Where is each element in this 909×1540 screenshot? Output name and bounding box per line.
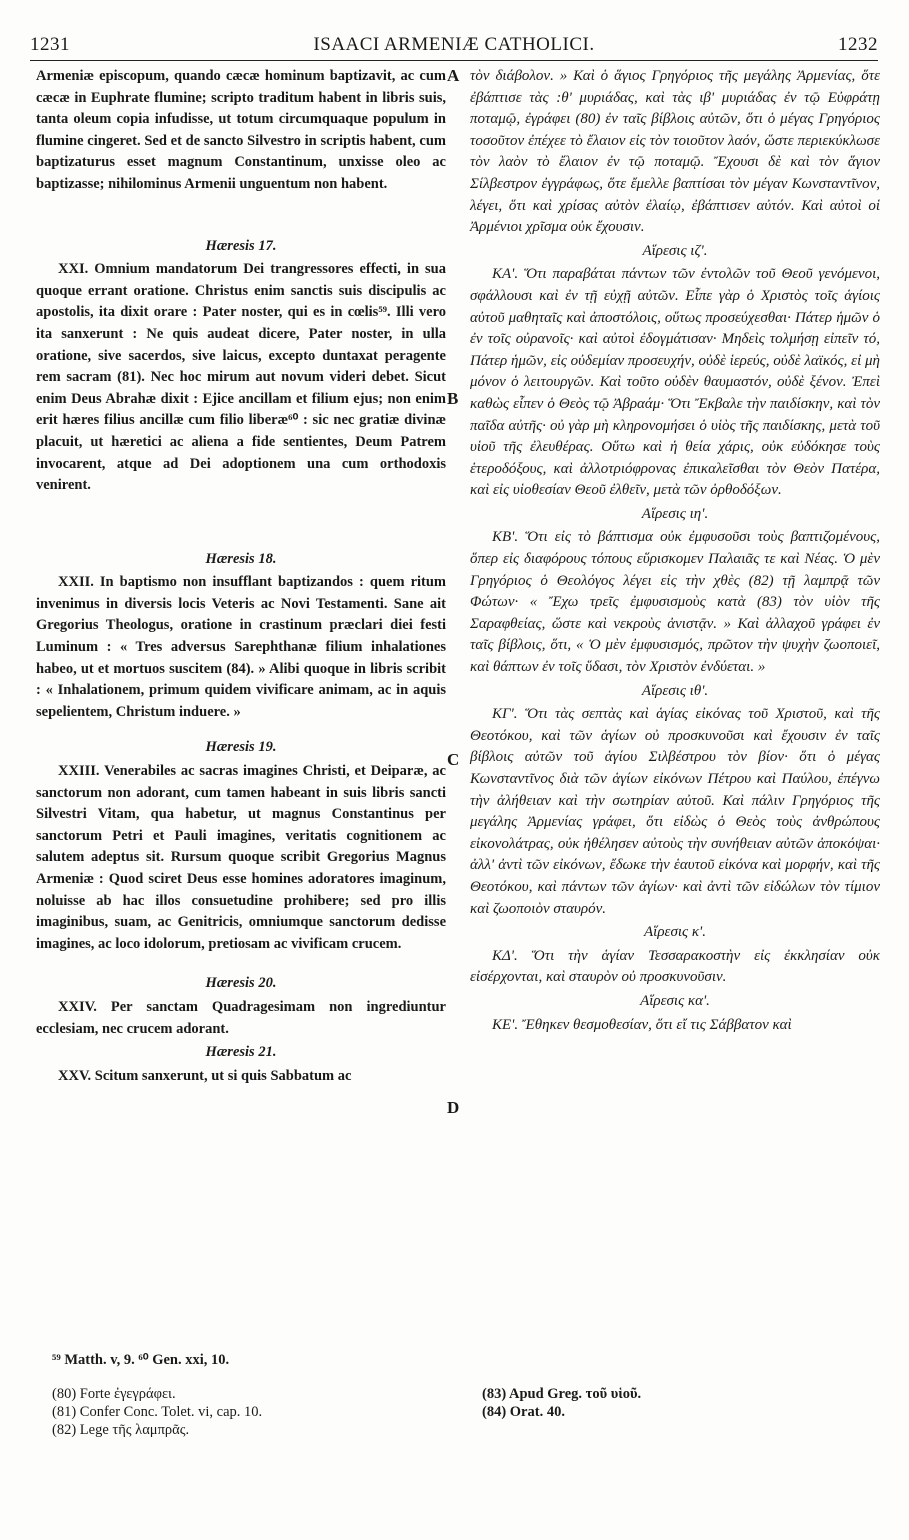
greek-paragraph: τὸν διάβολον. » Καὶ ὁ ἅγιος Γρηγόριος τῆς μεγάλης Ἀρμενίας, ὅτε ἐβάπτισε τὰς :θ' μυριάδας, καὶ τὰς ιβ' μυριάδας ἐν τῷ Εὐφράτῃ ποταμῷ, ἐγράφει (80) ἐν ταῖς βίβλοις αὐτῶν, ὅτι ὁ μέγας Γρηγόριος τοσοῦτον ἐπέχεε τὸ ἔλαιον εἰς τὸν τοιοῦτον λαόν, ὥστε περιεκύκλωσε τὸν λαὸν τὸ ἔλαιον ἐν τῷ ποταμῷ. Ἔχουσι δὲ καὶ τὸν ἅγιον Σίλβεστρον ἐγγράφως, ὅτε ἔμελλε βαπτίσαι τὸν μέγαν Κωνσταντῖνον, λέγει, ὅτι καὶ χρίσας αὐτὸν ἐλαίῳ, ἐβάπτισεν αὐτόν. Καὶ αὐτοὶ οἱ Ἀρμένιοι χρῖσμα οὐκ ἔχουσιν. <box>470 68 880 236</box>
latin-paragraph: XXI. Omnium mandatorum Dei trangressores effecti, in sua quoque errant oratione. Christus enim sanctis suis discipulis ac apostolis, ita dixit orare : Pater noster, qui es in cœlis⁵⁹. Illi vero ita sanxerunt : Ne quis audeat dicere, Pater noster, in ulla oratione, sive sacerdos, sive laicus, excepto duntaxat peragente rem sacram (81). Nec hoc mirum aut novum videri debet. Sicut enim Deus Abrahæ dixit : Ejice ancillam et filium ejus; non enim erit hæres filius ancillæ cum filio liberæ⁶⁰ : sic nec gratiæ divinæ placuit, ut hæretici ac aliena a fide sentientes, Deum Patrem invocarent, atque ad Dei adoptionem una cum orthodoxis venirent. <box>36 261 446 494</box>
latin-heading-18: Hæresis 18. <box>205 550 277 567</box>
footnotes-right <box>482 1385 862 1421</box>
page-title: ISAACI ARMENIÆ CATHOLICI. <box>313 34 595 55</box>
greek-heading-21: Αἵρεσις κα'. <box>640 992 710 1009</box>
latin-paragraph: XXIV. Per sanctam Quadragesimam non ingrediuntur ecclesiam, nec crucem adorant. <box>36 998 446 1037</box>
greek-column <box>470 66 880 1036</box>
greek-heading-20: Αἵρεσις κ'. <box>644 924 706 941</box>
greek-paragraph: ΚΓ'. Ὅτι τὰς σεπτὰς καὶ ἁγίας εἰκόνας τοῦ Χριστοῦ, καὶ τῆς Θεοτόκου, καὶ τῶν ἁγίων οὐ προσκυνοῦσι καὶ ἔχουσιν ἐν ταῖς βίβλοις αὐτῶν τοῦ ἁγίου Σιλβέστρου τὸν βίον· ὅτι ὁ μέγας Κωνσταντῖνος διὰ τῶν ἁγίων εἰκόνων Πέτρου καὶ Παύλου, ἐπέγνω τὴν ἀλήθειαν καὶ τὴν σωτηρίαν αὐτοῦ. Καὶ πάλιν Γρηγόριος τῆς μεγάλης Ἀρμενίας γράφει, ὅτι εἰδὼς ὁ Θεὸς τοὺς ἀνθρώπους εἰκονολάτρας, οὐκ ἠθέλησεν αὐτοὺς τὴν συνήθειαν αὐτῶν ἀποκόψαι· ἀλλ' ἀντὶ τῶν εἰκόνων, ἔδωκε τὴν ἑαυτοῦ εἰκόνα καὶ μορφήν, καὶ τῆς Θεοτόκου, καὶ πάντων τῶν ἁγίων· καὶ ἀντὶ τῶν εἰδώλων τὸν τίμιον καὶ ζωοποιὸν σταυρόν. <box>470 706 880 917</box>
latin-heading-20: Hæresis 20. <box>205 975 277 992</box>
running-header <box>30 34 878 61</box>
latin-heading-21: Hæresis 21. <box>205 1044 277 1061</box>
latin-heading-19: Hæresis 19. <box>205 739 277 756</box>
latin-column <box>36 66 446 1087</box>
greek-heading-17: Αἵρεσις ιζ'. <box>642 242 708 259</box>
latin-paragraph: XXIII. Venerabiles ac sacras imagines Christi, et Deiparæ, ac sanctorum non adorant, cum tamen habeant in suis libris sancti Silvestri Vitam, qua habetur, ut magnus Constantinus per sanctorum Petri et Pauli imagines, veritatis cognitionem ac salutem adeptus sit. Rursum quoque scribit Gregorius Magnus Armeniæ : Quod sciret Deus esse homines adoratores imaginum, noluisse ab hac illos consuetudine prohibere; sed pro illis imaginibus, suam, ac Genitricis, omniumque sanctorum dedisse imagines, ac loco idolorum, pretiosam ac vivificam crucem. <box>36 763 446 952</box>
greek-paragraph: ΚΔ'. Ὅτι τὴν ἁγίαν Τεσσαρακοστὴν εἰς ἐκκλησίαν οὐκ εἰσέρχονται, καὶ σταυρὸν οὐ προσκυνοῦσιν. <box>470 947 880 986</box>
latin-paragraph: XXII. In baptismo non insufflant baptizandos : quem ritum invenimus in diversis locis Veteris ac Novi Testamenti. Sane ait Gregorius Theologus, oratione in crastinum præclari diei festi Luminum : « Tres adversus Sarephthanæ filium inhalationes habeo, ut et mortuos suscitem (84). » Alibi quoque in libris scribit : « Inhalationem, primum quidem vivificare animam, ac in aquis sepelientem, Christum induere. » <box>36 574 446 720</box>
margin-letter-b: B <box>447 389 459 408</box>
greek-paragraph: ΚΒ'. Ὅτι εἰς τὸ βάπτισμα οὐκ ἐμφυσοῦσι τοὺς βαπτιζομένους, ὅπερ εἰς διαφόρους τόπους εὕρισκομεν Παλαιᾶς τε καὶ Νέας. Ὁ μὲν Γρηγόριος ὁ Θεολόγος λέγει εἰς τὴν χθὲς (82) τῇ λαμπρᾷ τῶν Φώτων· « Ἔχω τρεῖς ἐμφυσισμοὺς κατὰ (83) τὸν υἱὸν τῆς Σαραφθείας, ὥστε καὶ νεκροὺς ἀνιστᾷν. » Καὶ ἀλλαχοῦ γράφει ἐν ταῖς βίβλοις, ὅτι, « Ὁ μὲν ἐμφυσισμός, πρῶτον τὴν ψυχὴν ζωοποιεῖ, καὶ θάπτων ἐν τοῖς ὕδασι, τὸν Χριστὸν ἐνδύεται. » <box>470 529 880 676</box>
footnote: (84) Orat. 40. <box>482 1404 565 1420</box>
margin-letter-a: A <box>447 66 460 85</box>
greek-paragraph: ΚΕ'. Ἔθηκεν θεσμοθεσίαν, ὅτι εἴ τις Σάββατον καὶ <box>492 1016 792 1033</box>
footnote: (80) Forte ἐγεγράφει. <box>52 1386 176 1402</box>
latin-paragraph: Armeniæ episcopum, quando cæcæ hominum baptizavit, ac cum cæcæ in Euphrate flumine; scripto traditum habent in libris suis, tanta oleum copia infudisse, ut totum circumquaque populum in flumine cingeret. Sed et de sancto Silvestro in scriptis habent, cum baptizaturus esset magnum Constantinum, unxisse oleo ac baptizasse; nihilominus Armenii unguentum non habent. <box>36 68 446 192</box>
margin-letter-d: D <box>447 1098 460 1117</box>
greek-heading-18: Αἵρεσις ιη'. <box>641 505 709 522</box>
latin-heading-17: Hæresis 17. <box>205 237 277 254</box>
greek-paragraph: ΚΑ'. Ὅτι παραβάται πάντων τῶν ἐντολῶν τοῦ Θεοῦ γενόμενοι, σφάλλουσι καὶ ἐν τῇ εὐχῇ αὐτῶν. Εἶπε γὰρ ὁ Χριστὸς τοῖς ἁγίοις αὐτοῦ μαθηταῖς καὶ ἀποστόλοις, οὕτως προσεύχεσθαι· Πάτερ ἡμῶν ὁ ἐν τοῖς οὐρανοῖς· καὶ αὐτοὶ ἐδογμάτισαν· Μηδεὶς τολμήσῃ εἰπεῖν τό, Πάτερ ἡμῶν, εἰς οὐδεμίαν προσευχήν, οὐδὲ ἱερεύς, οὐδὲ λαϊκός, εἰ μὴ μόνον ὁ λειτουργῶν. Καὶ τοῦτο οὐδὲν θαυμαστόν, οὐδὲ ξένον. Ἐπεὶ καθὼς εἶπεν ὁ Θεὸς τῷ Ἀβραάμ· Ὅτι Ἔκβαλε τὴν παιδίσκην, καὶ τὸν παῖδα αὐτῆς· οὐ γὰρ μὴ κληρονομήσει ὁ υἱὸς τῆς παιδίσκης, μετὰ τοῦ υἱοῦ τῆς ἐλευθέρας. Οὕτω καὶ ἡ θεία χάρις, οὐκ εὐδόκησε τοὺς ἑτεροδόξους, καὶ ἀλλοτριόφρονας ἐπικαλεῖσθαι τὸν Θεὸν Πατέρα, καὶ εἰς υἱοθεσίαν Θεοῦ ἐλθεῖν, μετὰ τῶν ὀρθοδόξων. <box>470 266 880 499</box>
footnotes-left <box>52 1385 432 1439</box>
scripture-references: ⁵⁹ Matth. v, 9. ⁶⁰ Gen. xxi, 10. <box>52 1352 230 1368</box>
latin-paragraph: XXV. Scitum sanxerunt, ut si quis Sabbatum ac <box>58 1067 352 1084</box>
footnote: (82) Lege τῆς λαμπρᾶς. <box>52 1422 190 1438</box>
margin-letter-c: C <box>447 750 460 769</box>
greek-heading-19: Αἵρεσις ιθ'. <box>641 682 709 699</box>
page-number-left: 1231 <box>30 34 70 55</box>
page-number-right: 1232 <box>838 34 878 55</box>
footnote: (83) Apud Greg. τοῦ υἱοῦ. <box>482 1386 642 1402</box>
footnote: (81) Confer Conc. Tolet. vi, cap. 10. <box>52 1404 263 1420</box>
